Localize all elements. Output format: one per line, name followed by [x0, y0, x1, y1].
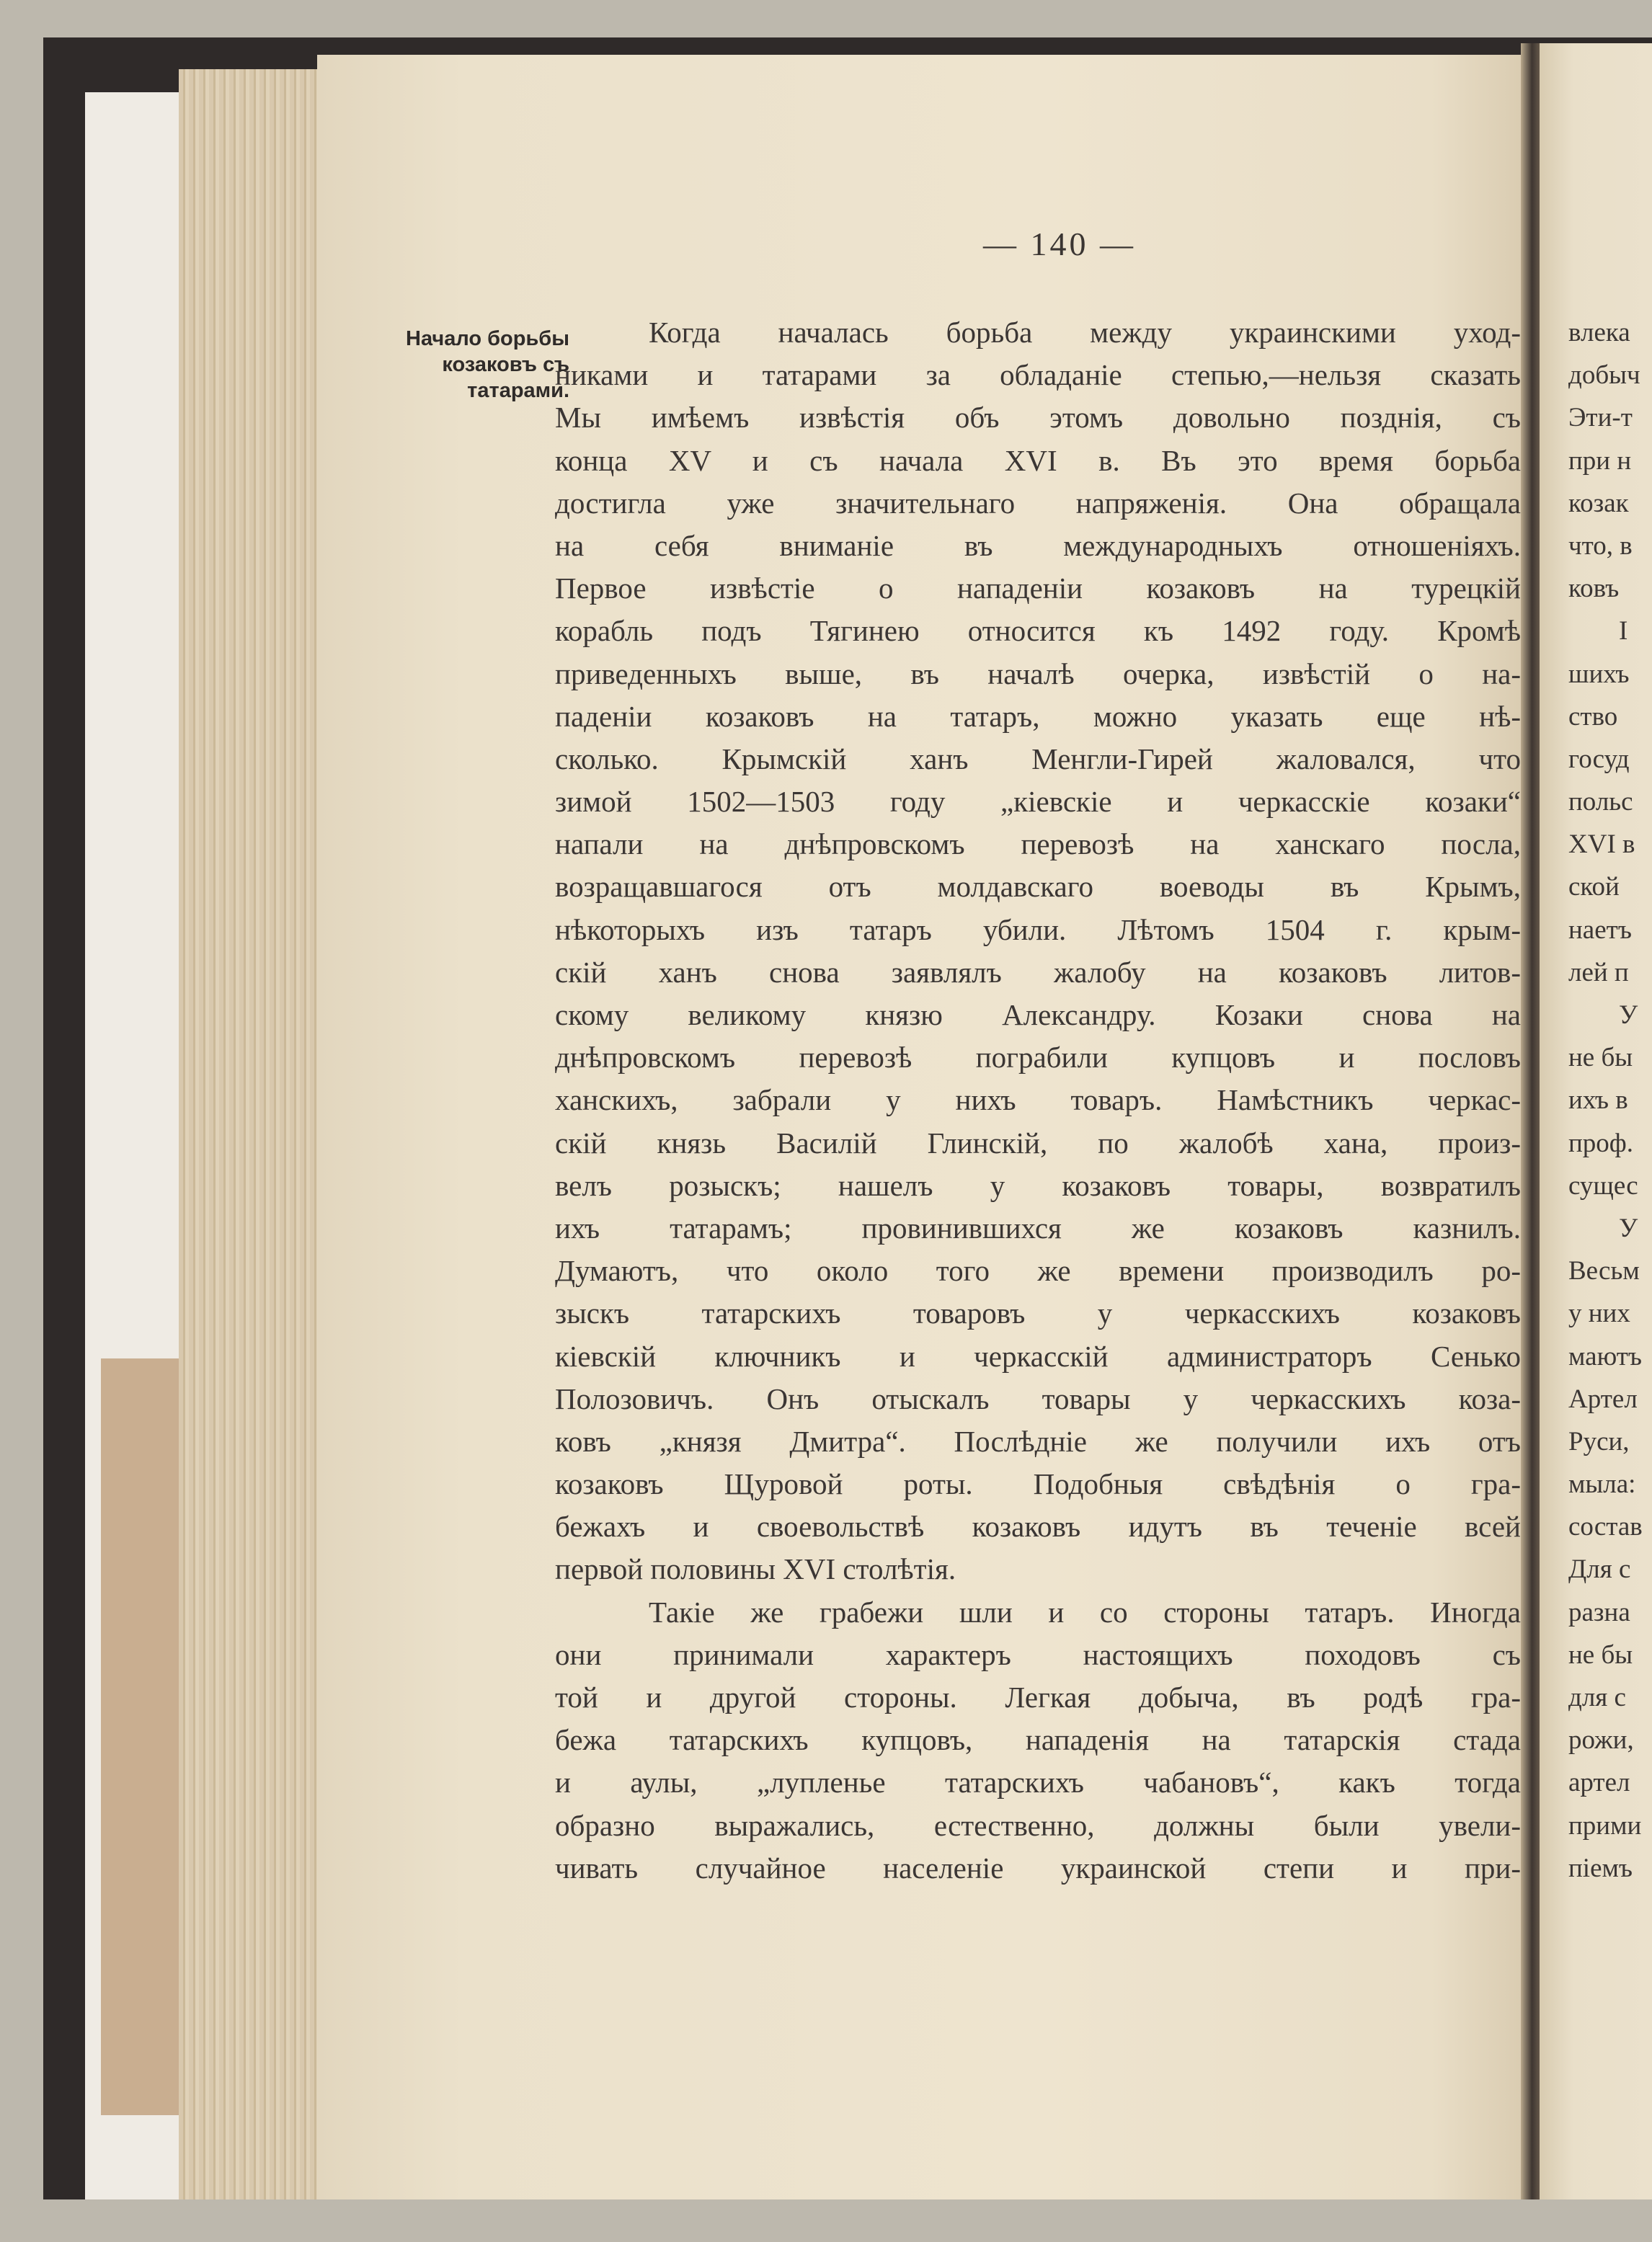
next-page-line: разна: [1568, 1597, 1630, 1627]
text-line: они принимали характеръ настоящихъ походовъ съ: [555, 1637, 1521, 1671]
text-line: Такіе же грабежи шли и со стороны татаръ. Иногда: [649, 1595, 1521, 1629]
next-page-line: маютъ: [1568, 1341, 1643, 1371]
next-page-line: ской: [1568, 872, 1620, 902]
next-page-line: для с: [1568, 1683, 1626, 1712]
text-line: днѣпровскомъ перевозѣ пограбили купцовъ и пословъ: [555, 1041, 1521, 1075]
next-page-line: прими: [1568, 1810, 1642, 1841]
text-line: зыскъ татарскихъ товаровъ у черкасскихъ козаковъ: [555, 1296, 1521, 1330]
next-page-line: шихъ: [1568, 659, 1630, 689]
text-line: ковъ „князя Дмитра“. Послѣдніе же получили ихъ отъ: [555, 1424, 1521, 1458]
next-page-line: XVI в: [1568, 829, 1635, 860]
next-page-line: влека: [1568, 318, 1630, 347]
next-page-line: Артел: [1568, 1384, 1638, 1414]
next-page-line: у них: [1568, 1299, 1630, 1329]
next-page-line: состав: [1568, 1512, 1643, 1542]
next-page-line: проф.: [1568, 1128, 1634, 1158]
text-line: кіевскій ключникъ и черкасскій администраторъ Сенько: [555, 1339, 1521, 1373]
text-line: Первое извѣстіе о нападеніи козаковъ на турецкій: [555, 571, 1521, 605]
next-page-line: козак: [1568, 488, 1629, 518]
next-page-line: Весьм: [1568, 1256, 1640, 1286]
text-line: скій ханъ снова заявлялъ жалобу на козаковъ литов-: [555, 955, 1521, 989]
next-page-line: госуд: [1568, 744, 1630, 774]
text-line: Когда началась борьба между украинскими уход-: [649, 316, 1521, 349]
next-page-line: артел: [1568, 1768, 1630, 1798]
text-line: возращавшагося отъ молдавскаго воеводы въ Крымъ,: [555, 870, 1521, 904]
next-page-line: У: [1619, 1000, 1638, 1030]
text-line: достигла уже значительнаго напряженія. Она обращала: [555, 486, 1521, 520]
next-page-line: ство: [1568, 701, 1618, 731]
next-page-line: польс: [1568, 787, 1633, 817]
page-edges: [179, 69, 323, 2199]
next-page-line: ихъ в: [1568, 1085, 1628, 1116]
margin-note-line: Начало борьбы: [406, 327, 569, 350]
next-page-line: У: [1619, 1213, 1638, 1243]
next-page-line: ковъ: [1568, 574, 1620, 604]
text-line: никами и татарами за обладаніе степью,—нельзя сказать: [555, 358, 1521, 392]
book-gutter: [1521, 43, 1541, 2199]
text-line: скій князь Василій Глинскій, по жалобѣ хана, произ-: [555, 1126, 1521, 1160]
next-page-line: наетъ: [1568, 915, 1632, 945]
text-line: сколько. Крымскій ханъ Менгли-Гирей жаловался, что: [555, 742, 1521, 775]
margin-note-line: татарами.: [467, 379, 569, 402]
text-line: скому великому князю Александру. Козаки снова на: [555, 998, 1521, 1031]
text-line: Мы имѣемъ извѣстія объ этомъ довольно позднія, съ: [555, 401, 1521, 435]
next-page-line: при н: [1568, 445, 1632, 476]
margin-note-line: козаковъ съ: [442, 353, 569, 376]
next-page-line: добыч: [1568, 360, 1640, 391]
text-line: ихъ татарамъ; провинившихся же козаковъ казнилъ.: [555, 1211, 1521, 1245]
text-line: козаковъ Щуровой роты. Подобныя свѣдѣнія о гра-: [555, 1467, 1521, 1501]
text-line: велъ розыскъ; нашелъ у козаковъ товары, возвратилъ: [555, 1168, 1521, 1202]
next-page-line: Руси,: [1568, 1426, 1630, 1456]
next-page-line: не бы: [1568, 1640, 1633, 1670]
text-line: Полозовичъ. Онъ отыскалъ товары у черкасскихъ коза-: [555, 1382, 1521, 1415]
text-line: напали на днѣпровскомъ перевозѣ на ханскаго посла,: [555, 827, 1521, 861]
text-line: приведенныхъ выше, въ началѣ очерка, извѣстій о на-: [555, 657, 1521, 690]
text-line: Думаютъ, что около того же времени производилъ ро-: [555, 1254, 1521, 1288]
next-page-line: Для с: [1568, 1554, 1631, 1585]
text-line: чивать случайное населеніе украинской степи и при-: [555, 1851, 1521, 1885]
text-line: образно выражались, естественно, должны были увели-: [555, 1808, 1521, 1842]
next-page-line: лей п: [1568, 957, 1629, 987]
left-paper-tab: [101, 1358, 187, 2115]
text-line: и аулы, „лупленье татарскихъ чабановъ“, какъ тогда: [555, 1766, 1521, 1800]
next-page-line: не бы: [1568, 1043, 1633, 1073]
text-line: бежа татарскихъ купцовъ, нападенія на татарскія стада: [555, 1723, 1521, 1757]
next-page-line: сущес: [1568, 1170, 1638, 1201]
next-page-line: что, в: [1568, 530, 1633, 561]
text-line: первой половины XVI столѣтія.: [555, 1552, 956, 1586]
next-page-line: Эти-т: [1568, 403, 1633, 433]
next-page-line: мыла:: [1568, 1469, 1636, 1500]
next-page-line: рожи,: [1568, 1725, 1634, 1756]
margin-note: [353, 326, 569, 404]
next-page-text: [1568, 311, 1652, 1890]
text-line: нѣкоторыхъ изъ татаръ убили. Лѣтомъ 1504 г. крым-: [555, 912, 1521, 946]
text-line: на себя вниманіе въ международныхъ отношеніяхъ.: [555, 528, 1521, 562]
text-line: конца XV и съ начала XVI в. Въ это время борьба: [555, 443, 1521, 477]
next-page-line: піемъ: [1568, 1853, 1633, 1883]
text-line: корабль подъ Тягинею относится къ 1492 году. Кромѣ: [555, 614, 1521, 648]
text-line: бежахъ и своевольствѣ козаковъ идутъ въ теченіе всей: [555, 1510, 1521, 1544]
text-line: ханскихъ, забрали у нихъ товаръ. Намѣстникъ черкас-: [555, 1083, 1521, 1117]
next-page-line: I: [1619, 616, 1628, 646]
text-line: паденіи козаковъ на татаръ, можно указать еще нѣ-: [555, 699, 1521, 733]
body-text: [555, 311, 1521, 1890]
text-line: зимой 1502—1503 году „кіевскіе и черкасскіе козаки“: [555, 785, 1521, 819]
text-line: той и другой стороны. Легкая добыча, въ родѣ гра-: [555, 1681, 1521, 1714]
page-number: — 140 —: [983, 226, 1136, 262]
